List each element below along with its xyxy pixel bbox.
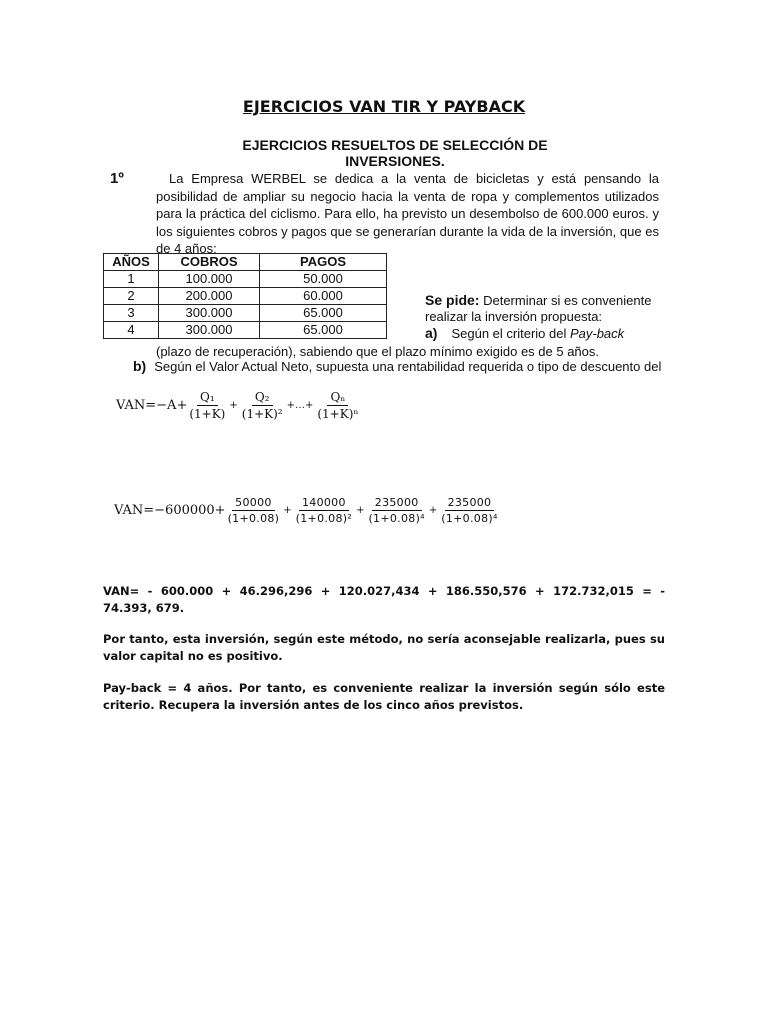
term-denominator: (1+K)ⁿ	[317, 407, 359, 421]
se-pide-block	[425, 292, 665, 325]
payback-text: Pay-back = 4 años. Por tanto, es conveniente realizar la inversión según sólo este criterio. Recupera la inversión antes de los cinco años previstos.	[103, 681, 665, 712]
van-result: VAN= - 600.000 + 46.296,296 + 120.027,434 + 186.550,576 + 172.732,015 = - 74.393, 679.	[103, 584, 665, 615]
term-denominator: (1+0.08)⁴	[441, 512, 498, 525]
question-a-label: a)	[425, 325, 438, 341]
ellipsis: +…+	[286, 400, 314, 411]
subtitle-line-1: EJERCICIOS RESUELTOS DE SELECCIÓN DE	[242, 137, 548, 153]
term-numerator: 140000	[299, 496, 349, 511]
exercise-number: 1º	[110, 170, 124, 187]
formula1-term	[189, 390, 225, 421]
header-pagos: PAGOS	[260, 254, 387, 271]
term-numerator: Q₂	[252, 390, 273, 406]
se-pide-label: Se pide:	[425, 292, 480, 308]
table-row	[104, 288, 387, 305]
term-denominator: (1+K)²	[241, 407, 283, 421]
plus-sign: +	[356, 505, 365, 516]
table-row	[104, 322, 387, 339]
question-a-italic: Pay-back	[569, 326, 625, 341]
term-denominator: (1+0.08)²	[295, 512, 353, 525]
term-denominator: (1+0.08)⁴	[368, 512, 425, 525]
table-row	[104, 305, 387, 322]
term-numerator: Qₙ	[327, 390, 348, 406]
term-numerator: 50000	[232, 496, 275, 511]
term-numerator: 235000	[445, 496, 495, 511]
term-numerator: Q₁	[197, 390, 218, 406]
cell-pagos: 60.000	[260, 288, 387, 305]
formula2-term	[296, 496, 352, 525]
van-numeric-formula	[114, 496, 500, 525]
section-subtitle	[0, 137, 768, 169]
cell-cobros: 200.000	[159, 288, 260, 305]
question-a-text: Según el criterio del	[451, 326, 570, 341]
exercise-intro: La Empresa WERBEL se dedica a la venta de bicicletas y está pensando la posibilidad de ampliar su negocio hacia la venta de ropa y complementos utilizados para la práctica del ciclismo. Para ello, ha previsto un desembolso de 600.000 euros. y los siguientes cobros y pagos que se generarían durante la vida de la inversión, que es de 4 años:	[156, 171, 659, 256]
cell-year: 2	[104, 288, 159, 305]
cell-pagos: 65.000	[260, 322, 387, 339]
table-header-row	[104, 254, 387, 271]
cell-year: 3	[104, 305, 159, 322]
formula2-lhs: VAN=−600000+	[114, 503, 226, 518]
formula2-term	[228, 496, 280, 525]
cell-year: 4	[104, 322, 159, 339]
plus-sign: +	[283, 505, 292, 516]
page-title: EJERCICIOS VAN TIR Y PAYBACK	[242, 97, 526, 116]
header-cobros: COBROS	[159, 254, 260, 271]
header-anos: AÑOS	[104, 254, 159, 271]
question-a	[425, 325, 624, 341]
formula1-term	[242, 390, 283, 421]
cashflow-table	[103, 253, 387, 339]
table-row	[104, 271, 387, 288]
term-denominator: (1+0.08)	[227, 512, 280, 525]
question-b	[133, 358, 661, 374]
plus-sign: +	[428, 505, 438, 516]
formula2-term	[441, 496, 497, 525]
cell-pagos: 65.000	[260, 305, 387, 322]
term-numerator: 235000	[372, 496, 422, 511]
term-denominator: (1+K)	[189, 407, 226, 421]
conclusion-text: Por tanto, esta inversión, según este método, no sería aconsejable realizarla, pues su valor capital no es positivo.	[103, 632, 665, 663]
cell-cobros: 100.000	[159, 271, 260, 288]
formula1-term	[317, 390, 358, 421]
subtitle-line-2: INVERSIONES.	[345, 153, 445, 169]
plus-sign: +	[229, 400, 238, 411]
cell-year: 1	[104, 271, 159, 288]
formula1-lhs: VAN=−A+	[116, 398, 188, 413]
van-general-formula	[116, 390, 361, 421]
question-b-text: Según el Valor Actual Neto, supuesta una rentabilidad requerida o tipo de descuento del	[154, 359, 662, 374]
question-b-label: b)	[133, 358, 147, 374]
formula2-term	[368, 496, 424, 525]
cell-cobros: 300.000	[159, 305, 260, 322]
question-a-continued: (plazo de recuperación), sabiendo que el plazo mínimo exigido es de 5 años.	[156, 344, 599, 359]
cell-pagos: 50.000	[260, 271, 387, 288]
se-pide-text: Determinar si es conveniente realizar la inversión propuesta:	[425, 293, 652, 324]
cell-cobros: 300.000	[159, 322, 260, 339]
